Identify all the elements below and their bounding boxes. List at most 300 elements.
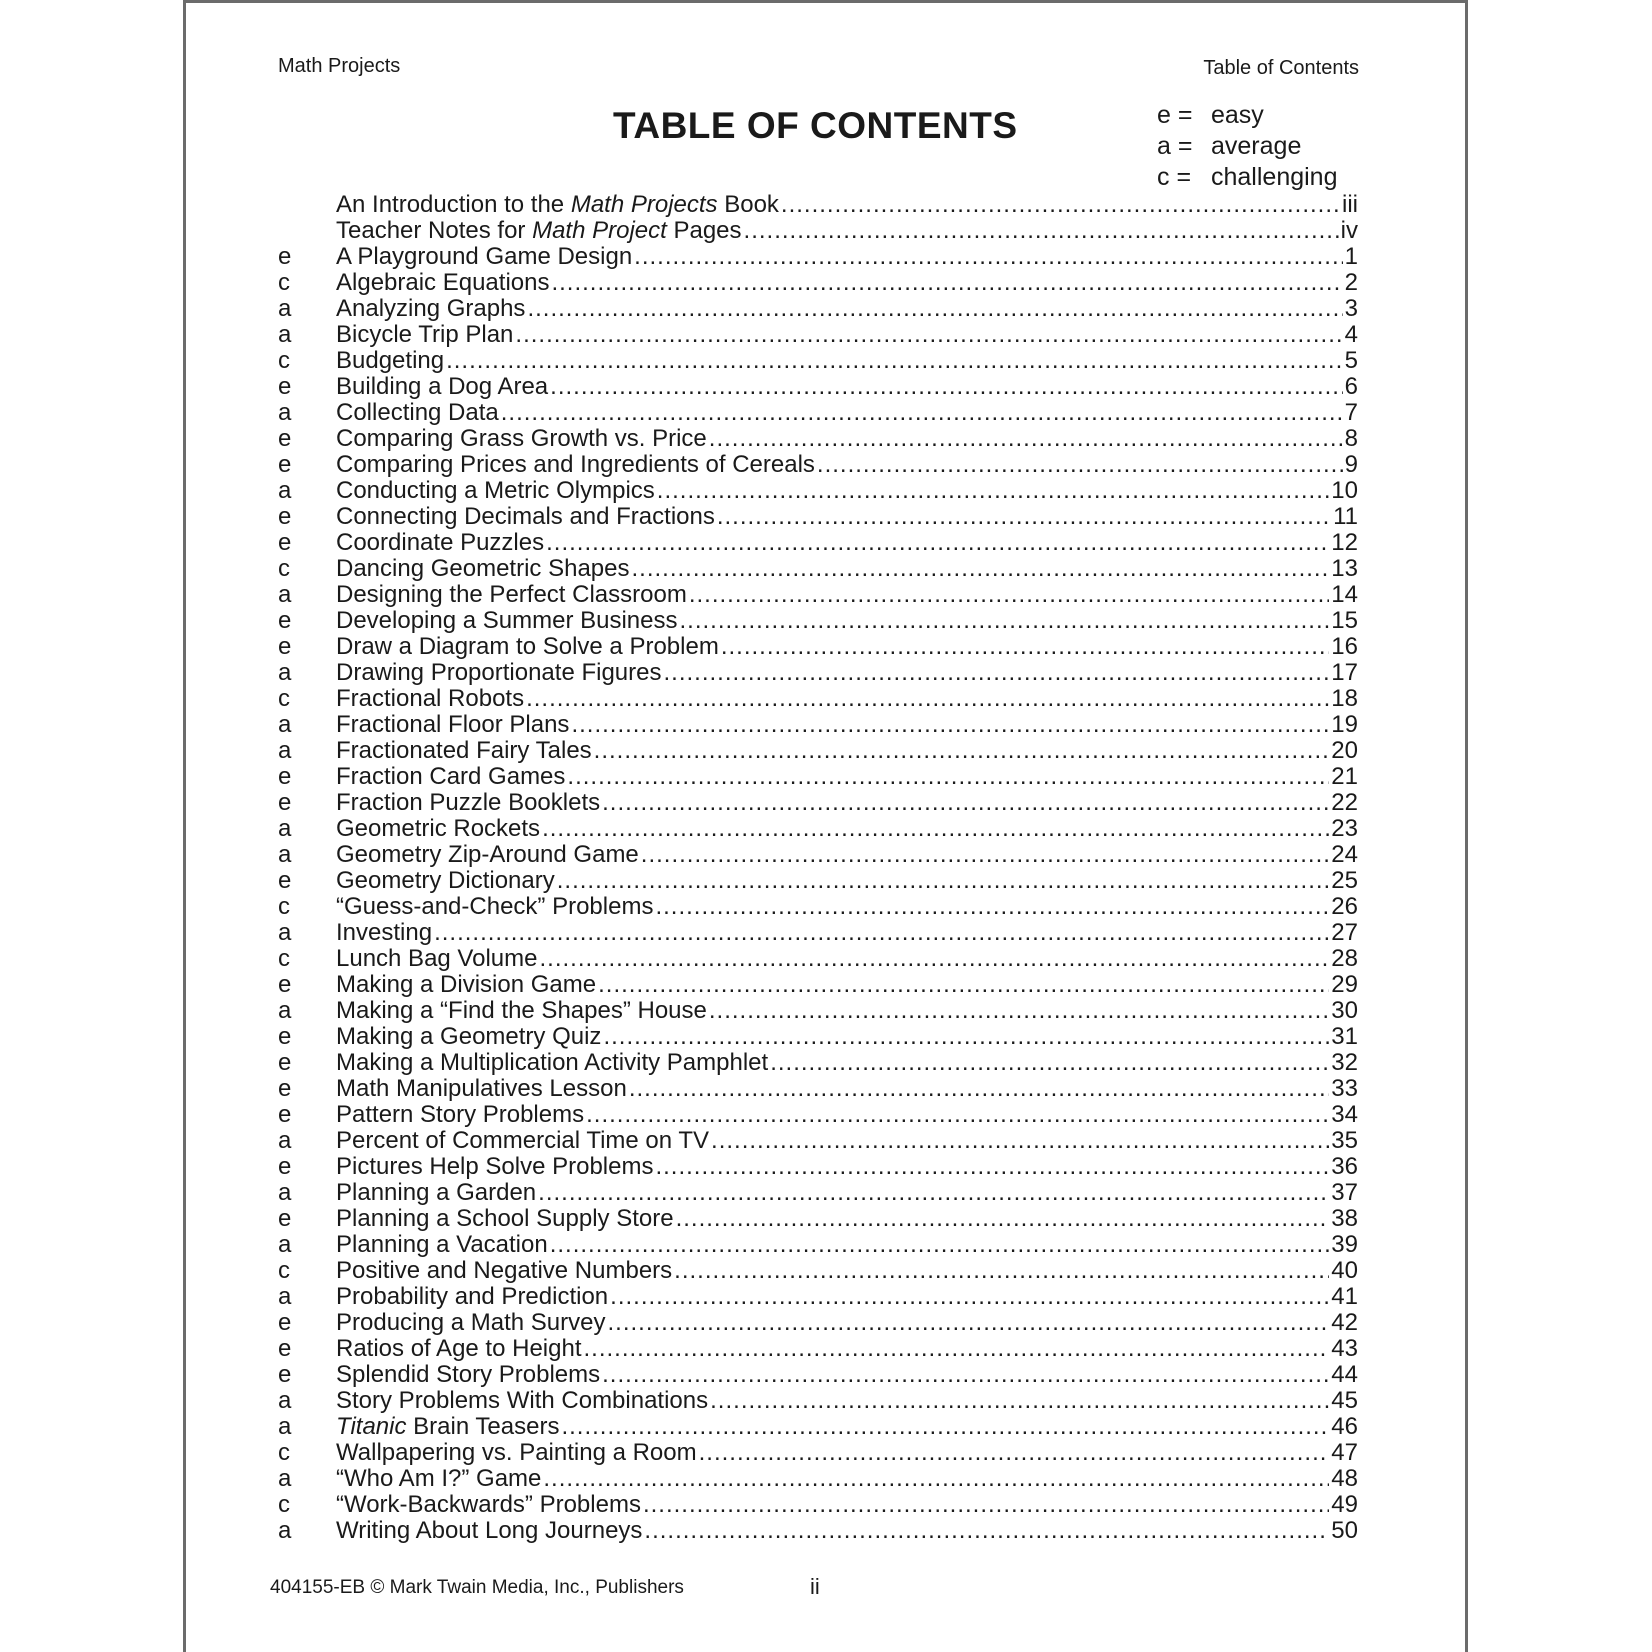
toc-leader-dots — [689, 582, 1329, 608]
toc-entry — [278, 530, 1358, 556]
toc-title-text: Making a Geometry Quiz — [336, 1024, 602, 1050]
toc-leader-dots — [634, 244, 1342, 270]
toc-title — [336, 790, 600, 816]
toc-title-text: Book — [717, 192, 779, 218]
toc-entry — [278, 1310, 1358, 1336]
toc-difficulty: c — [278, 894, 290, 920]
toc-title-text: Positive and Negative Numbers — [336, 1258, 673, 1284]
toc-entry — [278, 842, 1358, 868]
toc-difficulty: e — [278, 1206, 292, 1232]
toc-leader-dots — [781, 192, 1340, 218]
toc-entry — [278, 374, 1358, 400]
toc-leader-dots — [709, 426, 1343, 452]
toc-difficulty: c — [278, 686, 290, 712]
toc-title — [336, 296, 525, 322]
toc-difficulty: c — [278, 1258, 290, 1284]
toc-title — [336, 1024, 601, 1050]
toc-title-text: Fraction Puzzle Booklets — [336, 790, 601, 816]
toc-difficulty: e — [278, 634, 292, 660]
toc-title — [336, 972, 596, 998]
toc-page-number: 30 — [1331, 998, 1358, 1024]
toc-difficulty: a — [278, 842, 292, 868]
toc-entry — [278, 738, 1358, 764]
toc-title — [336, 816, 540, 842]
toc-title-text: “Who Am I?” Game — [336, 1466, 542, 1492]
toc-title — [336, 530, 544, 556]
toc-leader-dots — [526, 686, 1329, 712]
toc-leader-dots — [709, 998, 1329, 1024]
toc-title — [336, 1206, 674, 1232]
toc-title-text: Drawing Proportionate Figures — [336, 660, 662, 686]
difficulty-legend — [1157, 100, 1338, 193]
toc-title — [336, 738, 592, 764]
toc-difficulty: c — [278, 1492, 290, 1518]
toc-leader-dots — [567, 764, 1329, 790]
toc-title-text: Brain Teasers — [406, 1414, 560, 1440]
toc-title — [336, 218, 742, 244]
toc-entry — [278, 1388, 1358, 1414]
toc-title-text: An Introduction to the — [336, 192, 571, 218]
toc-title-text: Geometry Dictionary — [336, 868, 555, 894]
toc-leader-dots — [607, 1310, 1329, 1336]
toc-page-number: 17 — [1331, 660, 1358, 686]
toc-leader-dots — [655, 894, 1329, 920]
toc-title-text: Fraction Card Games — [336, 764, 566, 790]
toc-entry — [278, 322, 1358, 348]
toc-title — [336, 712, 569, 738]
toc-entry — [278, 1336, 1358, 1362]
toc-difficulty: e — [278, 1102, 292, 1128]
toc-entry — [278, 218, 1358, 244]
toc-page-number: 45 — [1331, 1388, 1358, 1414]
toc-page-number: 16 — [1331, 634, 1358, 660]
toc-page-number: 38 — [1331, 1206, 1358, 1232]
toc-leader-dots — [551, 270, 1342, 296]
toc-entry — [278, 686, 1358, 712]
toc-title-text: Making a Multiplication Activity Pamphlet — [336, 1050, 769, 1076]
toc-entry — [278, 270, 1358, 296]
toc-leader-dots — [571, 712, 1329, 738]
toc-entry — [278, 1440, 1358, 1466]
toc-difficulty: e — [278, 1336, 292, 1362]
toc-entry — [278, 1414, 1358, 1440]
toc-leader-dots — [557, 868, 1330, 894]
toc-title — [336, 1362, 600, 1388]
toc-title — [336, 1284, 608, 1310]
toc-entry — [278, 556, 1358, 582]
toc-title — [336, 998, 707, 1024]
toc-page-number: 25 — [1331, 868, 1358, 894]
toc-title-italic: Math Project — [532, 218, 667, 244]
toc-page-number: 37 — [1331, 1180, 1358, 1206]
toc-leader-dots — [446, 348, 1343, 374]
toc-difficulty: e — [278, 244, 292, 270]
toc-title-text: Fractionated Fairy Tales — [336, 738, 592, 764]
toc-title — [336, 270, 549, 296]
toc-page-number: 26 — [1331, 894, 1358, 920]
toc-entry — [278, 1466, 1358, 1492]
toc-page-number: 22 — [1331, 790, 1358, 816]
toc-page-number: 13 — [1331, 556, 1358, 582]
toc-page-number: 36 — [1331, 1154, 1358, 1180]
toc-list — [278, 192, 1358, 1544]
toc-title — [336, 920, 432, 946]
toc-entry — [278, 426, 1358, 452]
toc-title-text: Budgeting — [336, 348, 445, 374]
toc-leader-dots — [542, 816, 1329, 842]
legend-meaning: average — [1211, 132, 1302, 160]
toc-title-text: Conducting a Metric Olympics — [336, 478, 655, 504]
toc-entry — [278, 946, 1358, 972]
toc-difficulty: e — [278, 608, 292, 634]
toc-page-number: 15 — [1331, 608, 1358, 634]
toc-leader-dots — [744, 218, 1339, 244]
toc-page-number: iii — [1342, 192, 1358, 218]
toc-title — [336, 634, 719, 660]
toc-entry — [278, 1284, 1358, 1310]
toc-leader-dots — [610, 1284, 1329, 1310]
toc-page-number: 6 — [1344, 374, 1358, 400]
toc-title — [336, 322, 513, 348]
toc-page-number: 11 — [1333, 504, 1358, 530]
toc-title — [336, 686, 524, 712]
toc-entry — [278, 868, 1358, 894]
toc-leader-dots — [657, 478, 1330, 504]
toc-leader-dots — [710, 1388, 1329, 1414]
toc-difficulty: e — [278, 868, 292, 894]
toc-entry — [278, 1180, 1358, 1206]
toc-page-number: 35 — [1331, 1128, 1358, 1154]
toc-entry — [278, 478, 1358, 504]
toc-difficulty: c — [278, 1440, 290, 1466]
toc-entry — [278, 348, 1358, 374]
toc-entry — [278, 790, 1358, 816]
toc-title — [336, 1466, 541, 1492]
toc-leader-dots — [664, 660, 1330, 686]
toc-difficulty: e — [278, 374, 292, 400]
toc-entry — [278, 1518, 1358, 1544]
toc-title-text: Coordinate Puzzles — [336, 530, 545, 556]
toc-title-text: Producing a Math Survey — [336, 1310, 606, 1336]
toc-difficulty: a — [278, 582, 292, 608]
toc-entry — [278, 1050, 1358, 1076]
legend-row — [1157, 131, 1338, 162]
toc-title-text: “Guess-and-Check” Problems — [336, 894, 654, 920]
toc-page-number: 21 — [1331, 764, 1358, 790]
toc-title-text: Percent of Commercial Time on TV — [336, 1128, 710, 1154]
toc-leader-dots — [644, 1518, 1329, 1544]
toc-difficulty: c — [278, 556, 290, 582]
toc-difficulty: e — [278, 426, 292, 452]
toc-page-number: 24 — [1331, 842, 1358, 868]
toc-title — [336, 1492, 641, 1518]
toc-leader-dots — [629, 1076, 1329, 1102]
toc-leader-dots — [817, 452, 1343, 478]
toc-title-text: Dancing Geometric Shapes — [336, 556, 630, 582]
toc-difficulty: e — [278, 530, 292, 556]
toc-title-text: Pattern Story Problems — [336, 1102, 585, 1128]
toc-title — [336, 1388, 708, 1414]
toc-page-number: 39 — [1331, 1232, 1358, 1258]
toc-leader-dots — [561, 1414, 1329, 1440]
toc-page-number: 9 — [1344, 452, 1358, 478]
toc-leader-dots — [711, 1128, 1329, 1154]
toc-title-text: Math Manipulatives Lesson — [336, 1076, 627, 1102]
toc-title — [336, 868, 555, 894]
toc-title-text: Teacher Notes for — [336, 218, 533, 244]
legend-key: c = — [1157, 163, 1192, 191]
toc-difficulty: e — [278, 1024, 292, 1050]
toc-entry — [278, 660, 1358, 686]
toc-title-text: Fractional Robots — [336, 686, 525, 712]
toc-entry — [278, 894, 1358, 920]
toc-difficulty: a — [278, 1518, 292, 1544]
toc-leader-dots — [586, 1102, 1329, 1128]
toc-entry — [278, 1154, 1358, 1180]
toc-difficulty: e — [278, 764, 292, 790]
toc-leader-dots — [641, 842, 1330, 868]
toc-page-number: 27 — [1331, 920, 1358, 946]
toc-title — [336, 582, 687, 608]
toc-page-number: 48 — [1331, 1466, 1358, 1492]
toc-title-text: Developing a Summer Business — [336, 608, 678, 634]
toc-title — [336, 1232, 548, 1258]
toc-title-text: Ratios of Age to Height — [336, 1336, 582, 1362]
toc-title-text: Comparing Grass Growth vs. Price — [336, 426, 707, 452]
toc-leader-dots — [546, 530, 1329, 556]
toc-difficulty: a — [278, 296, 292, 322]
toc-title — [336, 660, 662, 686]
toc-title-text: Collecting Data — [336, 400, 499, 426]
toc-title — [336, 946, 537, 972]
toc-difficulty: a — [278, 998, 292, 1024]
toc-difficulty: c — [278, 270, 290, 296]
toc-page-number: 28 — [1331, 946, 1358, 972]
legend-row — [1157, 162, 1338, 193]
toc-entry — [278, 1258, 1358, 1284]
toc-title-text: Analyzing Graphs — [336, 296, 526, 322]
footer-page-number: ii — [810, 1574, 820, 1599]
toc-title-text: Planning a School Supply Store — [336, 1206, 674, 1232]
toc-leader-dots — [680, 608, 1330, 634]
toc-leader-dots — [603, 1024, 1329, 1050]
running-head-left: Math Projects — [278, 55, 401, 77]
toc-title-text: Comparing Prices and Ingredients of Cereals — [336, 452, 815, 478]
toc-page-number: 5 — [1344, 348, 1358, 374]
toc-title-italic: Titanic — [336, 1414, 407, 1440]
toc-title-text: Fractional Floor Plans — [336, 712, 570, 738]
toc-entry — [278, 504, 1358, 530]
toc-title-text: Investing — [336, 920, 433, 946]
toc-leader-dots — [699, 1440, 1330, 1466]
toc-difficulty: a — [278, 920, 292, 946]
toc-leader-dots — [515, 322, 1342, 348]
toc-leader-dots — [655, 1154, 1329, 1180]
toc-difficulty: a — [278, 400, 292, 426]
legend-meaning: challenging — [1211, 163, 1338, 191]
toc-page-number: 7 — [1344, 400, 1358, 426]
toc-difficulty: e — [278, 1076, 292, 1102]
toc-title — [336, 1518, 642, 1544]
toc-page-number: 19 — [1331, 712, 1358, 738]
toc-title — [336, 1102, 584, 1128]
toc-difficulty: a — [278, 1232, 292, 1258]
toc-title-text: Geometric Rockets — [336, 816, 541, 842]
running-head-right: Table of Contents — [1203, 57, 1359, 79]
toc-difficulty: e — [278, 452, 292, 478]
toc-difficulty: c — [278, 946, 290, 972]
toc-leader-dots — [674, 1258, 1329, 1284]
toc-difficulty: a — [278, 478, 292, 504]
page-title: TABLE OF CONTENTS — [613, 105, 1018, 146]
toc-entry — [278, 1362, 1358, 1388]
toc-entry — [278, 1492, 1358, 1518]
footer-copyright: 404155-EB © Mark Twain Media, Inc., Publishers — [270, 1577, 684, 1598]
toc-title — [336, 1310, 605, 1336]
toc-title — [336, 348, 444, 374]
toc-title — [336, 1076, 627, 1102]
toc-difficulty: a — [278, 1128, 292, 1154]
toc-title — [336, 400, 499, 426]
toc-title-text: Pictures Help Solve Problems — [336, 1154, 654, 1180]
toc-page-number: 41 — [1331, 1284, 1358, 1310]
toc-title — [336, 556, 629, 582]
toc-page-number: 43 — [1331, 1336, 1358, 1362]
toc-leader-dots — [598, 972, 1329, 998]
legend-row — [1157, 100, 1338, 131]
toc-entry — [278, 1232, 1358, 1258]
toc-page-number: 47 — [1331, 1440, 1358, 1466]
toc-entry — [278, 244, 1358, 270]
toc-page-number: 46 — [1331, 1414, 1358, 1440]
toc-difficulty: a — [278, 1388, 292, 1414]
toc-page-number: 3 — [1344, 296, 1358, 322]
toc-title — [336, 1154, 653, 1180]
toc-difficulty: e — [278, 1310, 292, 1336]
toc-leader-dots — [550, 1232, 1330, 1258]
toc-title-text: “Work-Backwards” Problems — [336, 1492, 641, 1518]
toc-difficulty: e — [278, 1154, 292, 1180]
toc-leader-dots — [527, 296, 1342, 322]
toc-page-number: 20 — [1331, 738, 1358, 764]
toc-leader-dots — [583, 1336, 1329, 1362]
toc-entry — [278, 192, 1358, 218]
toc-title-text: Writing About Long Journeys — [336, 1518, 643, 1544]
toc-page-number: 4 — [1344, 322, 1358, 348]
toc-title-text: Planning a Garden — [336, 1180, 537, 1206]
toc-title-text: Bicycle Trip Plan — [336, 322, 514, 348]
toc-title-text: Lunch Bag Volume — [336, 946, 538, 972]
toc-title — [336, 1414, 559, 1440]
toc-page-number: 14 — [1331, 582, 1358, 608]
legend-meaning: easy — [1211, 101, 1264, 129]
toc-title — [336, 426, 707, 452]
legend-key: a = — [1157, 132, 1193, 160]
toc-page-number: 42 — [1331, 1310, 1358, 1336]
toc-leader-dots — [631, 556, 1329, 582]
toc-difficulty: a — [278, 1284, 292, 1310]
toc-title-text: Story Problems With Combinations — [336, 1388, 709, 1414]
toc-difficulty: a — [278, 322, 292, 348]
toc-leader-dots — [770, 1050, 1329, 1076]
toc-title — [336, 374, 548, 400]
toc-title-text: Wallpapering vs. Painting a Room — [336, 1440, 697, 1466]
toc-difficulty: a — [278, 1414, 292, 1440]
toc-difficulty: c — [278, 348, 290, 374]
toc-entry — [278, 452, 1358, 478]
toc-title-text: Splendid Story Problems — [336, 1362, 601, 1388]
toc-difficulty: a — [278, 816, 292, 842]
toc-entry — [278, 816, 1358, 842]
toc-page-number: 10 — [1331, 478, 1358, 504]
toc-title-text: Pages — [666, 218, 742, 244]
toc-entry — [278, 634, 1358, 660]
toc-title — [336, 608, 678, 634]
toc-difficulty: a — [278, 660, 292, 686]
toc-entry — [278, 1076, 1358, 1102]
toc-leader-dots — [538, 1180, 1329, 1206]
toc-title — [336, 894, 653, 920]
toc-page-number: 34 — [1331, 1102, 1358, 1128]
toc-page-number: 33 — [1331, 1076, 1358, 1102]
toc-page-number: 44 — [1331, 1362, 1358, 1388]
toc-page-number: 50 — [1331, 1518, 1358, 1544]
toc-page-number: 49 — [1331, 1492, 1358, 1518]
toc-entry — [278, 296, 1358, 322]
toc-page-number: iv — [1340, 218, 1358, 244]
toc-difficulty: a — [278, 712, 292, 738]
toc-title — [336, 1258, 672, 1284]
toc-entry — [278, 920, 1358, 946]
toc-leader-dots — [602, 1362, 1329, 1388]
toc-leader-dots — [602, 790, 1329, 816]
toc-title-text: Connecting Decimals and Fractions — [336, 504, 715, 530]
toc-title-text: A Playground Game Design — [336, 244, 633, 270]
toc-title-text: Probability and Prediction — [336, 1284, 609, 1310]
toc-page-number: 32 — [1331, 1050, 1358, 1076]
toc-title — [336, 842, 639, 868]
toc-leader-dots — [676, 1206, 1330, 1232]
toc-title — [336, 452, 815, 478]
toc-title-text: Planning a Vacation — [336, 1232, 548, 1258]
toc-title — [336, 192, 779, 218]
toc-title — [336, 764, 565, 790]
toc-page-number: 29 — [1331, 972, 1358, 998]
toc-page-number: 2 — [1344, 270, 1358, 296]
toc-difficulty: e — [278, 1050, 292, 1076]
toc-title — [336, 1440, 697, 1466]
toc-title-text: Algebraic Equations — [336, 270, 550, 296]
toc-entry — [278, 1206, 1358, 1232]
toc-title — [336, 1128, 709, 1154]
toc-leader-dots — [434, 920, 1329, 946]
toc-leader-dots — [539, 946, 1329, 972]
toc-page-number: 8 — [1344, 426, 1358, 452]
toc-leader-dots — [501, 400, 1343, 426]
toc-title-text: Making a Division Game — [336, 972, 597, 998]
toc-page-number: 31 — [1331, 1024, 1358, 1050]
toc-leader-dots — [717, 504, 1331, 530]
toc-title — [336, 504, 715, 530]
toc-title-text: Making a “Find the Shapes” House — [336, 998, 707, 1024]
toc-leader-dots — [594, 738, 1330, 764]
toc-difficulty: a — [278, 1466, 292, 1492]
legend-key: e = — [1157, 101, 1193, 129]
toc-title-text: Building a Dog Area — [336, 374, 549, 400]
toc-leader-dots — [543, 1466, 1329, 1492]
toc-page-number: 18 — [1331, 686, 1358, 712]
toc-entry — [278, 998, 1358, 1024]
